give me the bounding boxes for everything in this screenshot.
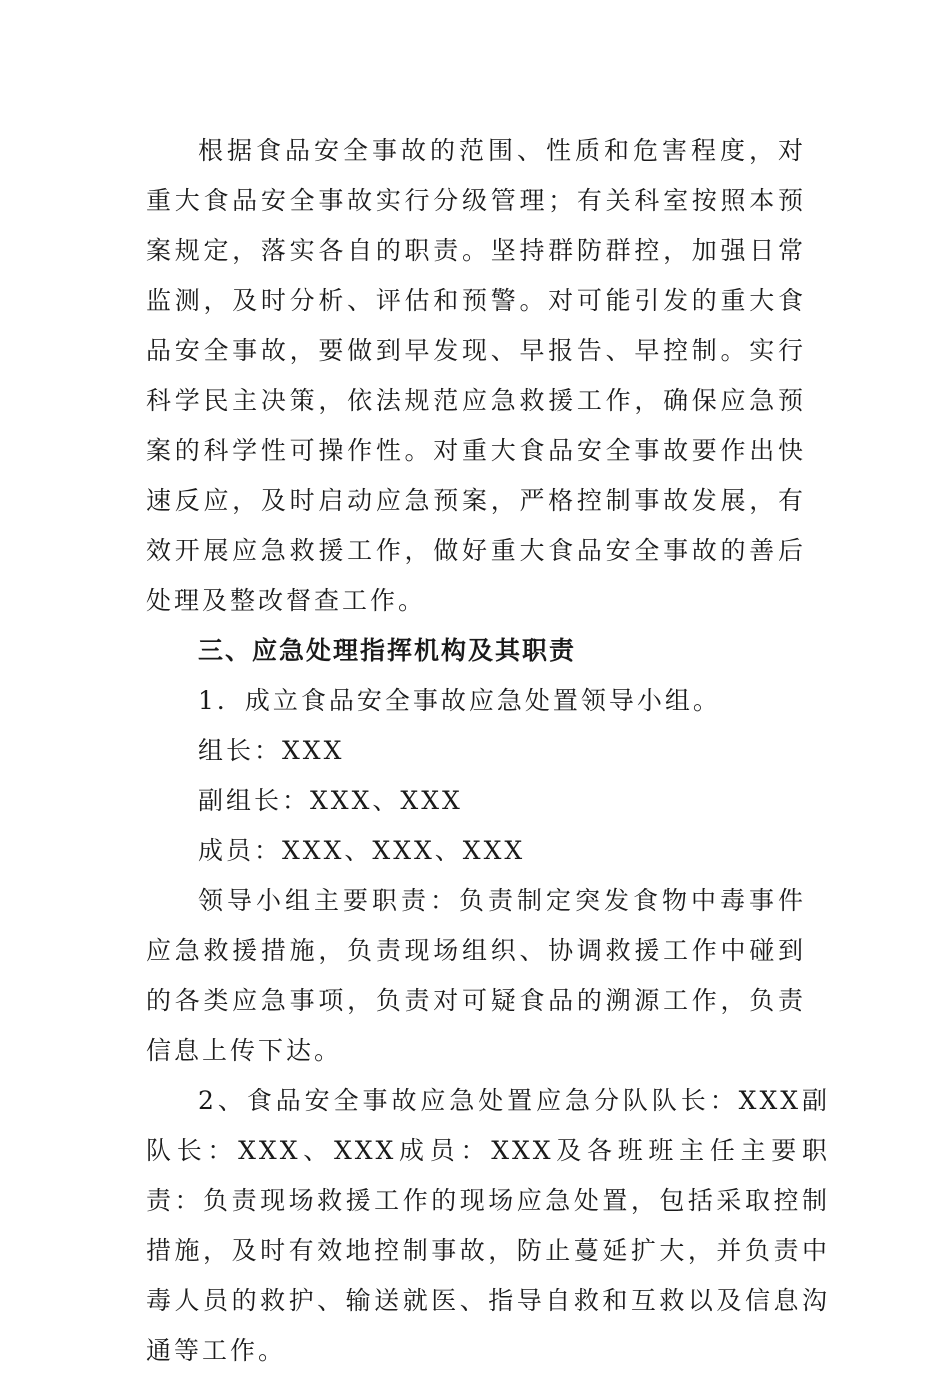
section-heading-3: 三、应急处理指挥机构及其职责 xyxy=(198,636,577,665)
deputy-group-leader: 副组长：XXX、XXX xyxy=(198,786,463,815)
group-members: 成员：XXX、XXX、XXX xyxy=(198,836,526,865)
item-1-leadership-group: 1．成立食品安全事故应急处置领导小组。 xyxy=(198,686,721,715)
group-duties: 领导小组主要职责：负责制定突发食物中毒事件应急救援措施，负责现场组织、协调救援工作中碰到的各类应急事项，负责对可疑食品的溯源工作，负责信息上传下达。 xyxy=(146,886,806,1065)
document-body xyxy=(146,126,830,1376)
group-leader: 组长：XXX xyxy=(198,736,345,765)
item-2-emergency-team: 2、食品安全事故应急处置应急分队队长：XXX副队长：XXX、XXX成员：XXX及各班班主任主要职责：负责现场救援工作的现场应急处置，包括采取控制措施，及时有效地控制事故，防止蔓延扩大，并负责中毒人员的救护、输送就医、指导自救和互救以及信息沟通等工作。 xyxy=(146,1086,830,1365)
paragraph-grading-management: 根据食品安全事故的范围、性质和危害程度，对重大食品安全事故实行分级管理；有关科室按照本预案规定，落实各自的职责。坚持群防群控，加强日常监测，及时分析、评估和预警。对可能引发的重大食品安全事故，要做到早发现、早报告、早控制。实行科学民主决策，依法规范应急救援工作，确保应急预案的科学性可操作性。对重大食品安全事故要作出快速反应，及时启动应急预案，严格控制事故发展，有效开展应急救援工作，做好重大食品安全事故的善后处理及整改督查工作。 xyxy=(146,136,806,615)
